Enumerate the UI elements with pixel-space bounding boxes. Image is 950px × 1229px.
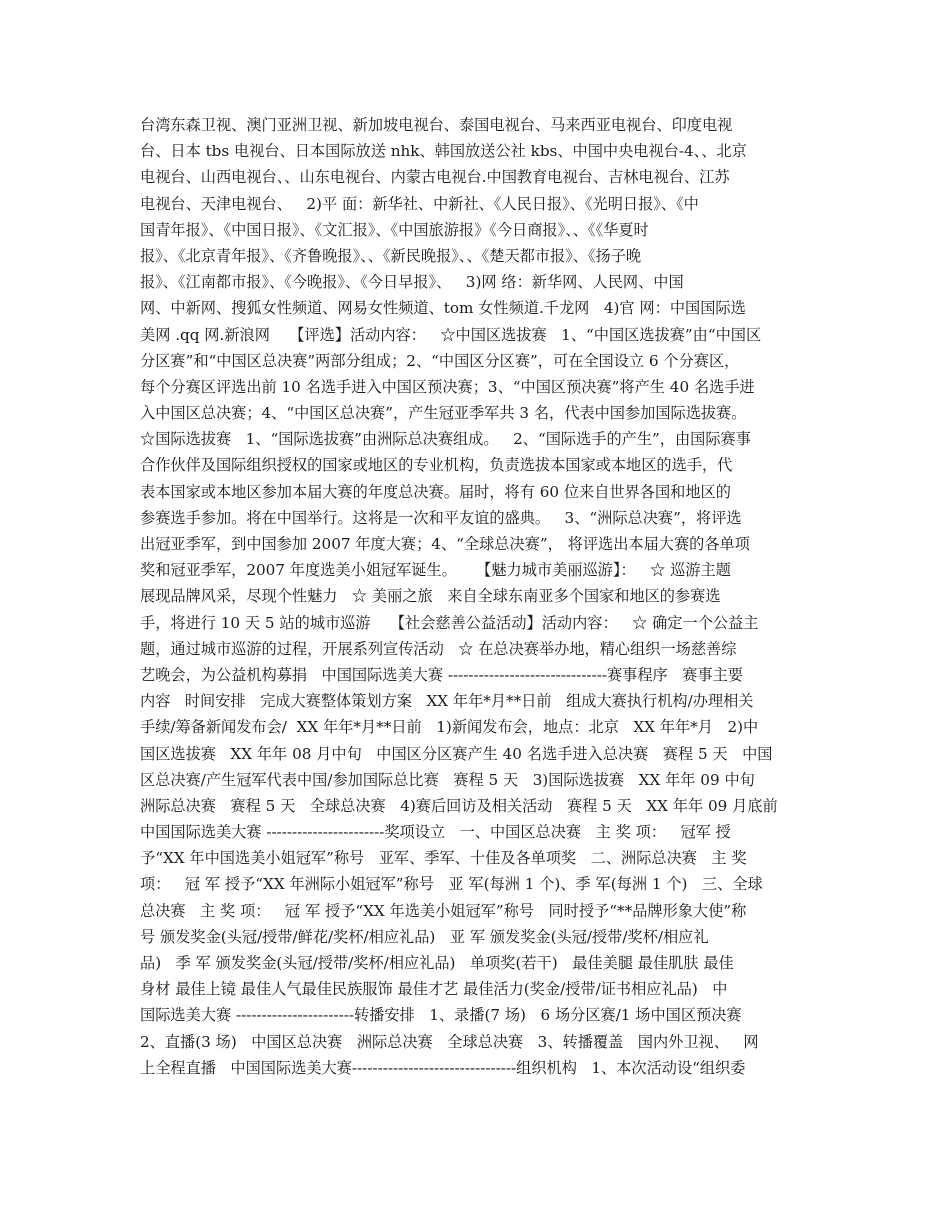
- text-line: 国际选美大赛 -----------------------转播安排 1、录播(7 场) 6 场分区赛/1 场中国区预决赛: [140, 1006, 742, 1025]
- text-line: 2、直播(3 场) 中国区总决赛 洲际总决赛 全球总决赛 3、转播覆盖 国内外卫视、 网: [140, 1032, 759, 1051]
- text-line: 区总决赛/产生冠军代表中国/参加国际总比赛 赛程 5 天 3)国际选拔赛 XX 年年 09 中旬: [140, 770, 755, 789]
- text-line: 上全程直播 中国国际选美大赛--------------------------------组织机构 1、本次活动设“组织委: [140, 1058, 746, 1077]
- text-line: 电视台、山西电视台、、山东电视台、内蒙古电视台.中国教育电视台、吉林电视台、江苏: [140, 168, 730, 187]
- text-line: 台湾东森卫视、澳门亚洲卫视、新加坡电视台、泰国电视台、马来西亚电视台、印度电视: [140, 116, 733, 134]
- text-line: 展现品牌风采，尽现个性魅力 ☆ 美丽之旅 来自全球东南亚多个国家和地区的参赛选: [140, 587, 721, 606]
- text-line: 参赛选手参加。将在中国举行。这将是一次和平友谊的盛典。 3、“洲际总决赛”，将评选: [140, 508, 742, 527]
- text-line: 中国国际选美大赛 -----------------------奖项设立 一、中国区总决赛 主 奖 项： 冠军 授: [140, 823, 731, 842]
- text-line: 台、日本 tbs 电视台、日本国际放送 nhk、韩国放送公社 kbs、中国中央电视台-4、、北京: [140, 142, 747, 161]
- text-line: 手，将进行 10 天 5 站的城市巡游 【社会慈善公益活动】活动内容： ☆ 确定一个公益主: [140, 613, 759, 632]
- text-line: 洲际总决赛 赛程 5 天 全球总决赛 4)赛后回访及相关活动 赛程 5 天 XX 年年 09 月底前: [140, 796, 778, 815]
- text-line: 内容 时间安排 完成大赛整体策划方案 XX 年年*月**日前 组成大赛执行机构/办理相关: [140, 692, 754, 711]
- text-line: 入中国区总决赛；4、“中国区总决赛”，产生冠亚季军共 3 名，代表中国参加国际选拔赛。: [140, 404, 747, 423]
- text-line: 题，通过城市巡游的过程，开展系列宣传活动 ☆ 在总决赛举办地，精心组织一场慈善综: [140, 639, 737, 658]
- text-line: 号 颁发奖金(头冠/授带/鲜花/奖杯/相应礼品) 亚 军 颁发奖金(头冠/授带/奖杯/相应礼: [140, 927, 709, 946]
- text-line: 品) 季 军 颁发奖金(头冠/授带/奖杯/相应礼品) 单项奖(若干) 最佳美腿 最佳肌肤 最佳: [140, 954, 734, 972]
- text-line: 出冠亚季军，到中国参加 2007 年度大赛；4、“全球总决赛”， 将评选出本届大赛的各单项: [140, 535, 750, 553]
- text-line: 国区选拔赛 XX 年年 08 月中旬 中国区分区赛产生 40 名选手进入总决赛 赛程 5 天 中国: [140, 744, 773, 763]
- text-line: 报》、《北京青年报》、《齐鲁晚报》、、《新民晚报》、、《楚天都市报》、《扬子晚: [140, 246, 642, 265]
- text-line: 手续/筹备新闻发布会/ XX 年年*月**日前 1)新闻发布会，地点：北京 XX 年年*月 2)中: [140, 718, 759, 737]
- text-line: 报》、《江南都市报》、《今晚报》、《今日早报》、 3)网 络：新华网、人民网、中国: [140, 273, 684, 292]
- text-line: 网、中新网、搜狐女性频道、网易女性频道、tom 女性频道.千龙网 4)官 网：中国国际选: [140, 299, 746, 318]
- text-line: 艺晚会，为公益机构募捐 中国国际选美大赛 -------------------------------赛事程序 赛事主要: [140, 665, 743, 684]
- text-line: 奖和冠亚季军，2007 年度选美小姐冠军诞生。 【魅力城市美丽巡游】： ☆ 巡游主题: [140, 561, 731, 580]
- text-line: 电视台、天津电视台、 2)平 面：新华社、中新社、《人民日报》、《光明日报》、《中: [140, 194, 699, 213]
- text-line: 每个分赛区评选出前 10 名选手进入中国区预决赛；3、“中国区预决赛”将产生 40 名选手进: [140, 377, 755, 396]
- text-line: 美网 .qq 网.新浪网 【评选】活动内容： ☆中国区选拔赛 1、“中国区选拔赛”由“中国区: [140, 325, 762, 344]
- text-line: 总决赛 主 奖 项： 冠 军 授予“XX 年选美小姐冠军”称号 同时授予“**品牌形象大使”称: [140, 901, 747, 920]
- text-line: ☆国际选拔赛 1、“国际选拔赛”由洲际总决赛组成。 2、“国际选手的产生”，由国际赛事: [140, 430, 751, 449]
- text-line: 分区赛”和“中国区总决赛”两部分组成；2、“中国区分区赛”，可在全国设立 6 个分赛区，: [140, 351, 740, 370]
- text-line: 身材 最佳上镜 最佳人气最佳民族服饰 最佳才艺 最佳活力(奖金/授带/证书相应礼品) 中: [140, 980, 728, 999]
- text-line: 国青年报》、《中国日报》、《文汇报》、《中国旅游报》《今日商报》、、《《华夏时: [140, 220, 649, 239]
- text-line: 合作伙伴及国际组织授权的国家或地区的专业机构，负责选拔本国家或本地区的选手，代: [140, 456, 733, 475]
- text-line: 项： 冠 军 授予“XX 年洲际小姐冠军”称号 亚 军(每洲 1 个)、季 军(每洲 1 个) 三、全球: [140, 875, 763, 894]
- text-line: 予“XX 年中国选美小姐冠军”称号 亚军、季军、十佳及各单项奖 二、洲际总决赛 主 奖: [140, 849, 747, 868]
- text-line: 表本国家或本地区参加本届大赛的年度总决赛。届时，将有 60 位来自世界各国和地区的: [140, 482, 731, 501]
- document-body: [140, 112, 820, 1081]
